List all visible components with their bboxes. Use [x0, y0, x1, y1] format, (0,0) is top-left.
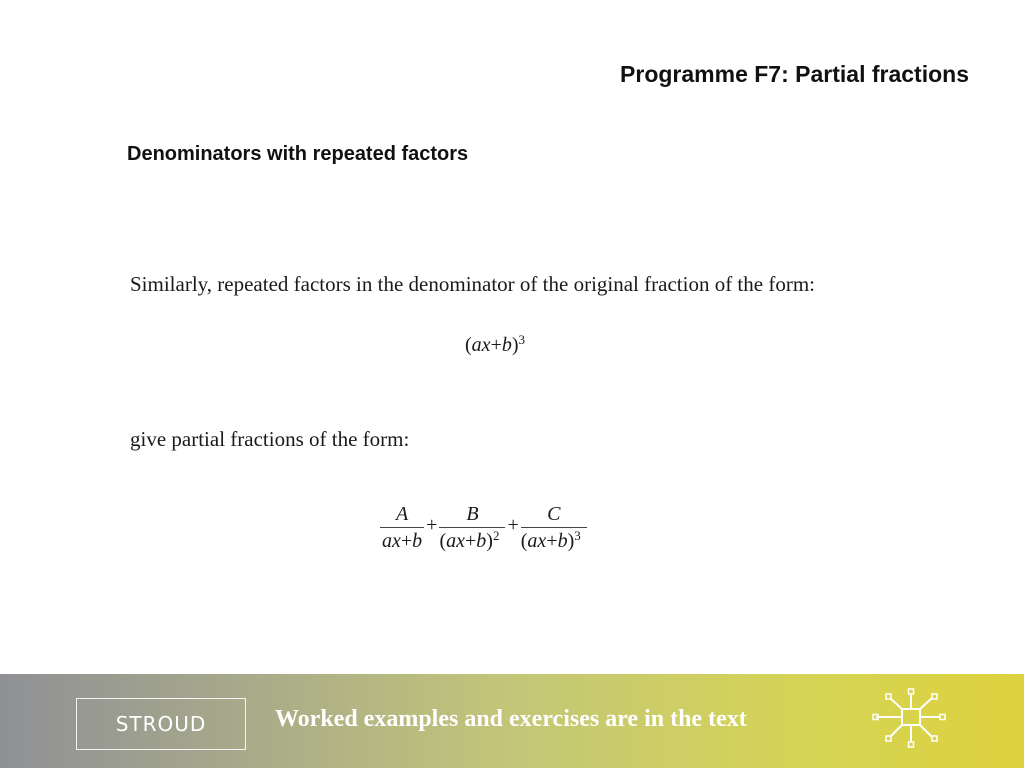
open-paren: ( — [439, 529, 447, 552]
footer-bar — [0, 674, 1024, 768]
term-b: b — [501, 334, 512, 356]
open-paren: ( — [520, 529, 528, 552]
exponent-3: 3 — [518, 332, 526, 347]
close-paren: ) — [567, 529, 575, 552]
result-paragraph: give partial fractions of the form: — [130, 427, 410, 451]
term-ax: ax — [382, 529, 401, 552]
partial-fraction-sum — [380, 499, 587, 555]
term-b: b — [412, 529, 423, 552]
programme-title: Programme F7: Partial fractions — [620, 61, 969, 87]
term-b: b — [557, 529, 568, 552]
open-paren: ( — [465, 334, 472, 356]
denominator-cubed — [521, 527, 587, 553]
fraction-A — [380, 502, 424, 553]
footer-tagline: Worked examples and exercises are in the text — [275, 706, 747, 732]
term-ax: ax — [527, 529, 547, 552]
circuit-node-icon — [872, 686, 952, 750]
numerator-C: C — [547, 502, 561, 525]
plus-operator: + — [426, 513, 438, 536]
close-paren: ) — [486, 529, 493, 552]
repeated-factor-expression — [465, 334, 525, 357]
plus-operator: + — [507, 513, 519, 536]
intro-paragraph: Similarly, repeated factors in the denominator of the original fraction of the form: — [130, 272, 815, 296]
section-heading: Denominators with repeated factors — [127, 143, 469, 165]
denominator-squared — [439, 527, 505, 553]
plus-sign: + — [490, 334, 502, 356]
plus-sign: + — [400, 529, 413, 552]
exponent-3: 3 — [574, 527, 581, 543]
term-b: b — [476, 529, 487, 552]
term-ax: ax — [471, 334, 491, 356]
fraction-B — [439, 502, 505, 553]
plus-sign: + — [546, 529, 558, 552]
numerator-B: B — [466, 502, 479, 525]
close-paren: ) — [511, 334, 519, 356]
denominator-linear — [380, 527, 424, 553]
exponent-2: 2 — [492, 527, 500, 543]
fraction-C — [521, 502, 587, 553]
term-ax: ax — [446, 529, 466, 552]
stroud-brand-box: STROUD — [76, 698, 246, 750]
plus-sign: + — [465, 529, 477, 552]
numerator-A: A — [395, 502, 409, 525]
